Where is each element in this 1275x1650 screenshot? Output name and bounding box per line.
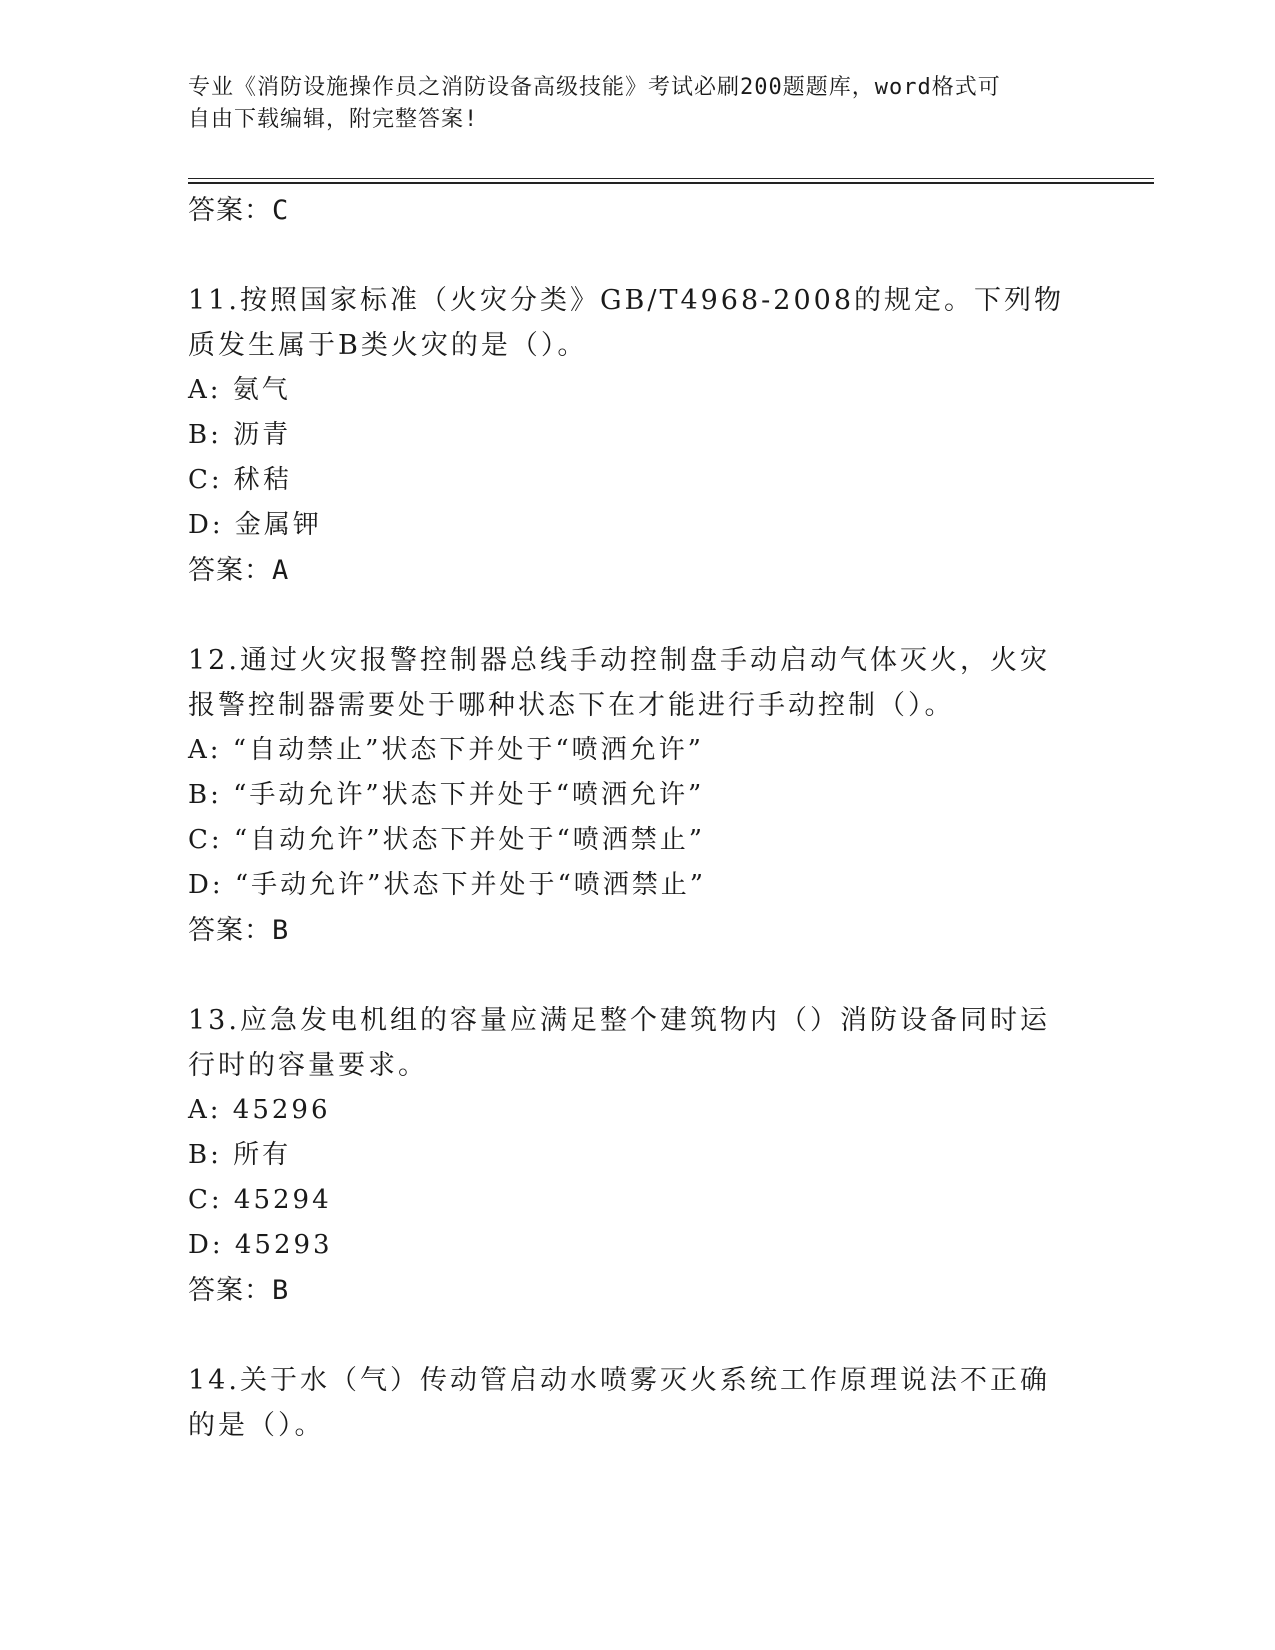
option-d: D: “手动允许”状态下并处于“喷洒禁止”: [188, 870, 707, 900]
answer-line: [188, 188, 1088, 234]
option-c: C: “自动允许”状态下并处于“喷洒禁止”: [188, 825, 706, 855]
answer-label: 答案：: [188, 1275, 272, 1306]
answer-value: B: [272, 915, 290, 946]
question-text: 14.关于水（气）传动管启动水喷雾灭火系统工作原理说法不正确的是（）。: [188, 1365, 1050, 1441]
answer-label: 答案：: [188, 555, 272, 586]
answer-line: [188, 1268, 1088, 1314]
question-14: [188, 1358, 1088, 1448]
document-body: [188, 188, 1088, 1448]
option-c: C: 45294: [188, 1185, 332, 1215]
answer-label: 答案：: [188, 195, 272, 226]
question-text: 13.应急发电机组的容量应满足整个建筑物内（）消防设备同时运行时的容量要求。: [188, 1005, 1050, 1081]
option-d: D: 45293: [188, 1230, 333, 1260]
answer-label: 答案：: [188, 915, 272, 946]
question-11: [188, 278, 1088, 594]
question-12: [188, 638, 1088, 954]
answer-value: A: [272, 555, 290, 586]
answer-value: C: [272, 195, 290, 226]
answer-line: [188, 548, 1088, 594]
header-line-1: 专业《消防设施操作员之消防设备高级技能》考试必刷200题题库，word格式可: [188, 75, 1001, 100]
answer-line: [188, 908, 1088, 954]
header-line-2: 自由下载编辑，附完整答案!: [188, 107, 479, 132]
option-b: B: 沥青: [188, 420, 292, 450]
option-a: A: 45296: [188, 1095, 331, 1125]
question-text: 12.通过火灾报警控制器总线手动控制盘手动启动气体灭火，火灾报警控制器需要处于哪种状态下在才能进行手动控制（）。: [188, 645, 1050, 721]
answer-value: B: [272, 1275, 290, 1306]
option-d: D: 金属钾: [188, 510, 322, 540]
option-c: C: 秫秸: [188, 465, 292, 495]
option-a: A: “自动禁止”状态下并处于“喷洒允许”: [188, 735, 704, 765]
option-a: A: 氨气: [188, 375, 291, 405]
header-divider: [188, 178, 1154, 184]
question-13: [188, 998, 1088, 1314]
option-b: B: “手动允许”状态下并处于“喷洒允许”: [188, 780, 705, 810]
document-header: [188, 72, 1068, 136]
option-b: B: 所有: [188, 1140, 292, 1170]
question-text: 11.按照国家标准（火灾分类》GB/T4968-2008的规定。下列物质发生属于B类火灾的是（）。: [188, 285, 1065, 361]
